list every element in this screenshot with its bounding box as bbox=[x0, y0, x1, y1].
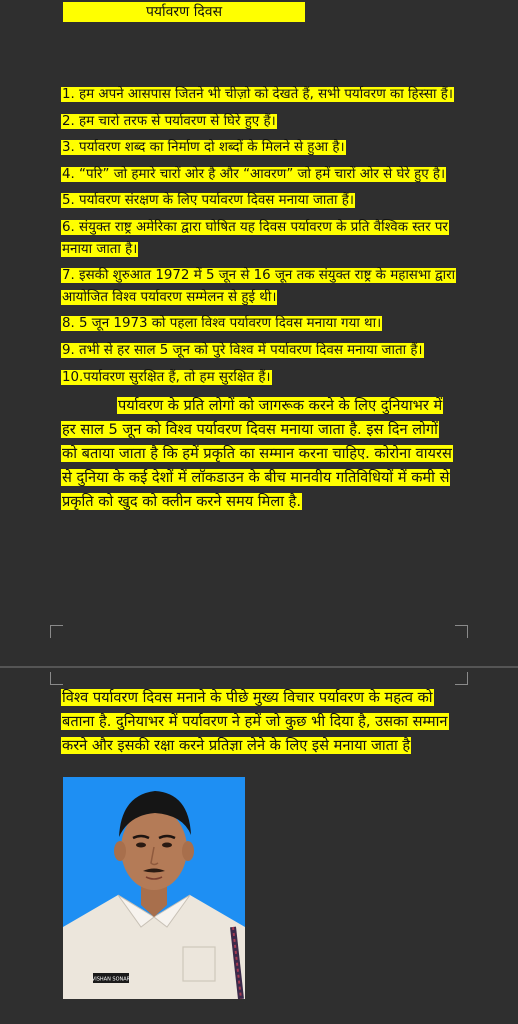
paragraph-2-block bbox=[61, 686, 457, 763]
portrait-photo bbox=[63, 777, 245, 999]
page-corner-mark bbox=[50, 672, 63, 685]
portrait-illustration bbox=[63, 777, 245, 999]
list-item: 10.पर्यावरण सुरक्षित हैं, तो हम सुरक्षित हैं। bbox=[62, 369, 271, 385]
page-corner-mark bbox=[455, 672, 468, 685]
page-corner-mark bbox=[50, 625, 63, 638]
page-corner-mark bbox=[455, 625, 468, 638]
list-item: 6. संयुक्त राष्ट्र अमेरिका द्वारा घोषित यह दिवस पर्यावरण के प्रति वैश्विक स्तर पर मनाया जाता है। bbox=[62, 219, 448, 257]
list-item: 7. इसकी शुरुआत 1972 में 5 जून से 16 जून तक संयुक्त राष्ट्र के महासभा द्वारा आयोजित विश्व पर्यावरण सम्मेलन से हुई थी। bbox=[62, 268, 456, 305]
page-break bbox=[0, 666, 518, 668]
list-item: 4. “परि” जो हमारे चारों ओर है और “आवरण” जो हमें चारों ओर से घेरे हुए है। bbox=[62, 166, 446, 182]
list-item: 1. हम अपने आसपास जितने भी चीज़ो को देखते हैं, सभी पर्यावरण का हिस्सा हैं। bbox=[62, 87, 453, 102]
list-item: 8. 5 जून 1973 को पहला विश्व पर्यावरण दिवस मनाया गया था। bbox=[62, 316, 382, 332]
paragraph-1: पर्यावरण के प्रति लोगों को जागरूक करने के लिए दुनियाभर में हर साल 5 जून को विश्व पर्यावरण दिवस मनाया जाता है. इस दिन लोगों को बताया जाता है कि हमें प्रकृति का सम्मान करना चाहिए. कोरोना वायरस से दुनिया के कई देशों में लॉकडाउन के बीच मानवीय गतिविधियों में कमी से प्रकृति को खुद को क्लीन करने समय मिला है. bbox=[62, 397, 452, 511]
document-title: पर्यावरण दिवस bbox=[63, 2, 305, 22]
paragraph-2: विश्व पर्यावरण दिवस मनाने के पीछे मुख्य विचार पर्यावरण के महत्व को बताना है. दुनियाभर में पर्यावरण ने हमें जो कुछ भी दिया है, उसका सम्मान करने और इसकी रक्षा करने प्रतिज्ञा लेने के लिए इसे मनाया जाता है bbox=[62, 689, 448, 754]
points-list bbox=[61, 84, 457, 519]
badge-text: VISHAN SONAR bbox=[91, 976, 131, 983]
list-item: 2. हम चारो तरफ से पर्यावरण से घिरे हुए हैं। bbox=[62, 113, 276, 129]
list-item: 3. पर्यावरण शब्द का निर्माण दो शब्दों के मिलने से हुआ है। bbox=[62, 140, 345, 156]
list-item: 9. तभी से हर साल 5 जून को पुरे विश्व में पर्यावरण दिवस मनाया जाता हैं। bbox=[62, 342, 423, 358]
list-item: 5. पर्यावरण संरक्षण के लिए पर्यावरण दिवस मनाया जाता हैं। bbox=[62, 193, 354, 209]
